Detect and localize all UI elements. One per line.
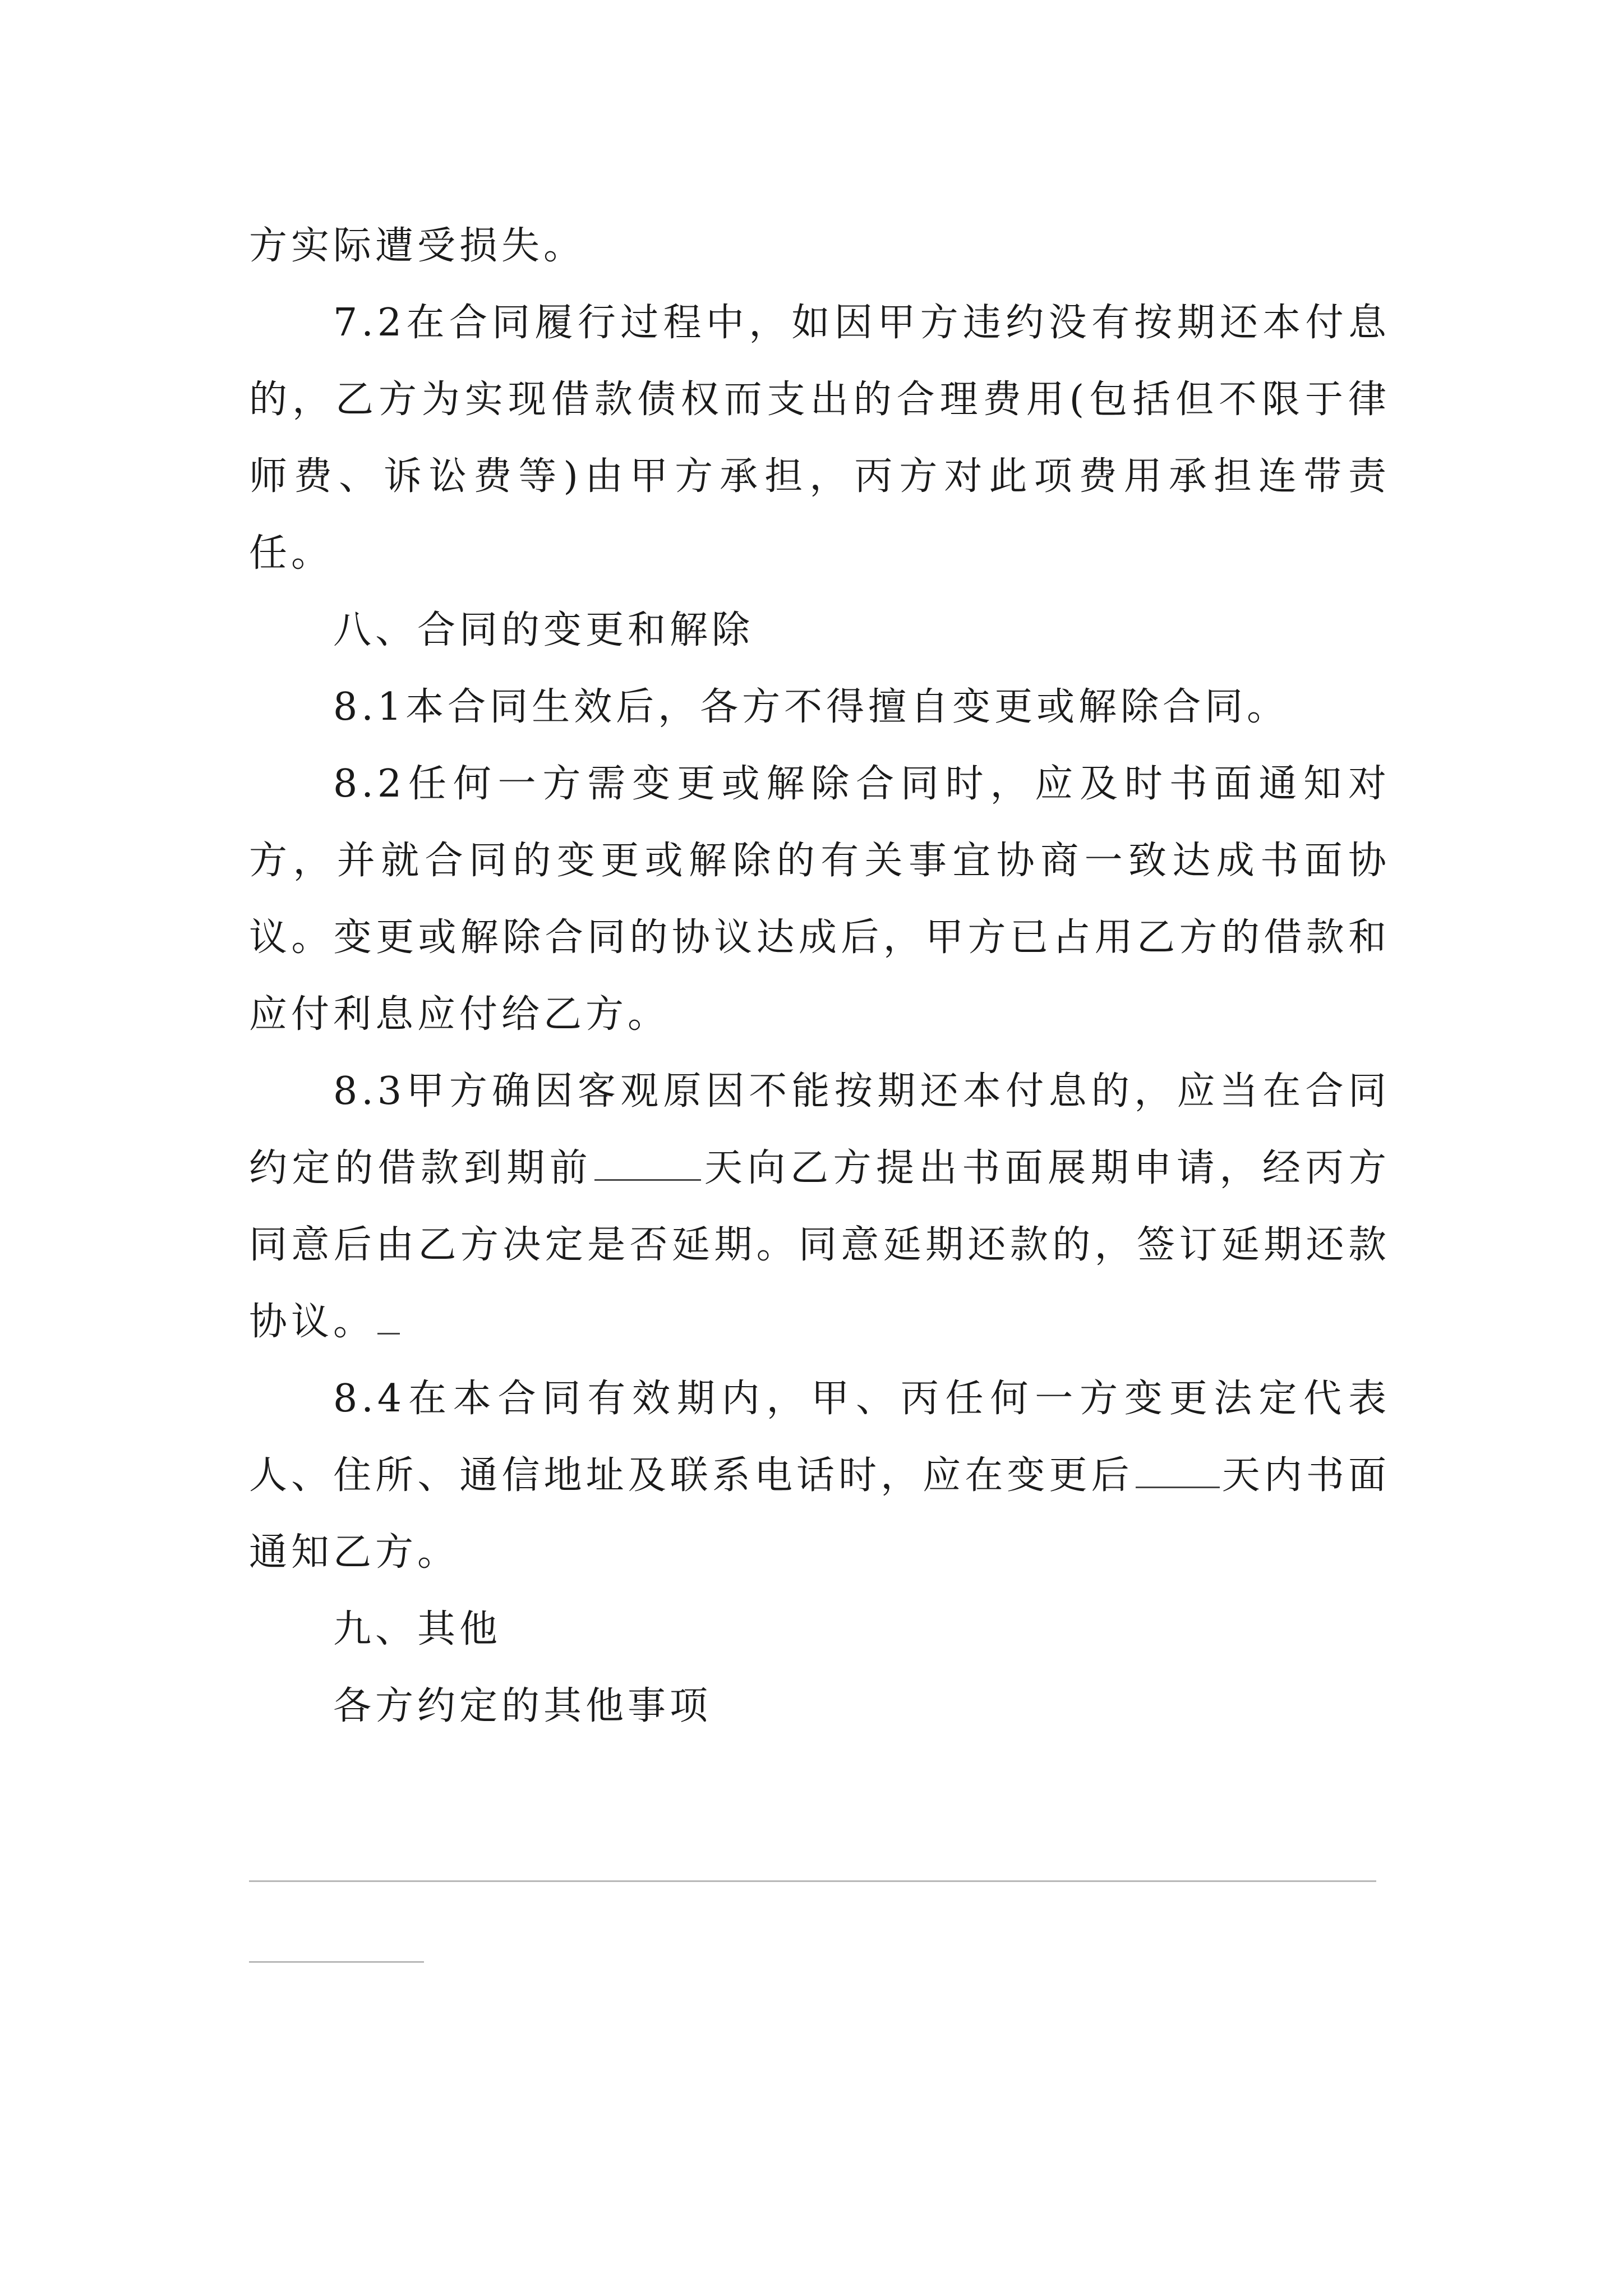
paragraph-8-3-part2: 天向乙方提出书面展期申请，经丙方同意后由乙方决定是否延期。同意延期还款的，签订延期还款协议。: [249, 1146, 1390, 1344]
section-heading-8: 八、合同的变更和解除: [333, 608, 754, 652]
paragraph-8-4-part1: 8.4在本合同有效期内，甲、丙任何一方变更法定代表人、住所、通信地址及联系电话时，应在变更后: [249, 1377, 1390, 1498]
document-body: [249, 208, 1390, 1745]
paragraph-8-2: 8.2任何一方需变更或解除合同时，应及时书面通知对方，并就合同的变更或解除的有关事宜协商一致达成书面协议。变更或解除合同的协议达成后，甲方已占用乙方的借款和应付利息应付给乙方。: [249, 762, 1390, 1037]
fill-blank-days-after-change: [1136, 1455, 1220, 1488]
signature-rule-short: [249, 1961, 424, 1963]
section-heading-9: 九、其他: [333, 1607, 502, 1651]
paragraph-8-4-part2: 天内书面通知乙方。: [249, 1453, 1390, 1575]
trailing-underscore: [377, 1301, 400, 1335]
paragraph-8-1: 8.1本合同生效后，各方不得擅自变更或解除合同。: [333, 685, 1289, 729]
paragraph-8-3: [249, 1053, 1390, 1360]
signature-rule-long: [249, 1880, 1376, 1882]
paragraph-7-1-tail: 方实际遭受损失。: [249, 224, 586, 268]
paragraph-7-2: 7.2在合同履行过程中，如因甲方违约没有按期还本付息的，乙方为实现借款债权而支出的合理费用(包括但不限于律师费、诉讼费等)由甲方承担，丙方对此项费用承担连带责任。: [249, 301, 1390, 576]
fill-blank-days-before-due: [594, 1148, 701, 1181]
paragraph-8-4: [249, 1360, 1390, 1591]
paragraph-8-3-part1: 8.3甲方确因客观原因不能按期还本付息的，应当在合同约定的借款到期前: [249, 1069, 1390, 1190]
paragraph-9-body: 各方约定的其他事项: [333, 1684, 712, 1728]
